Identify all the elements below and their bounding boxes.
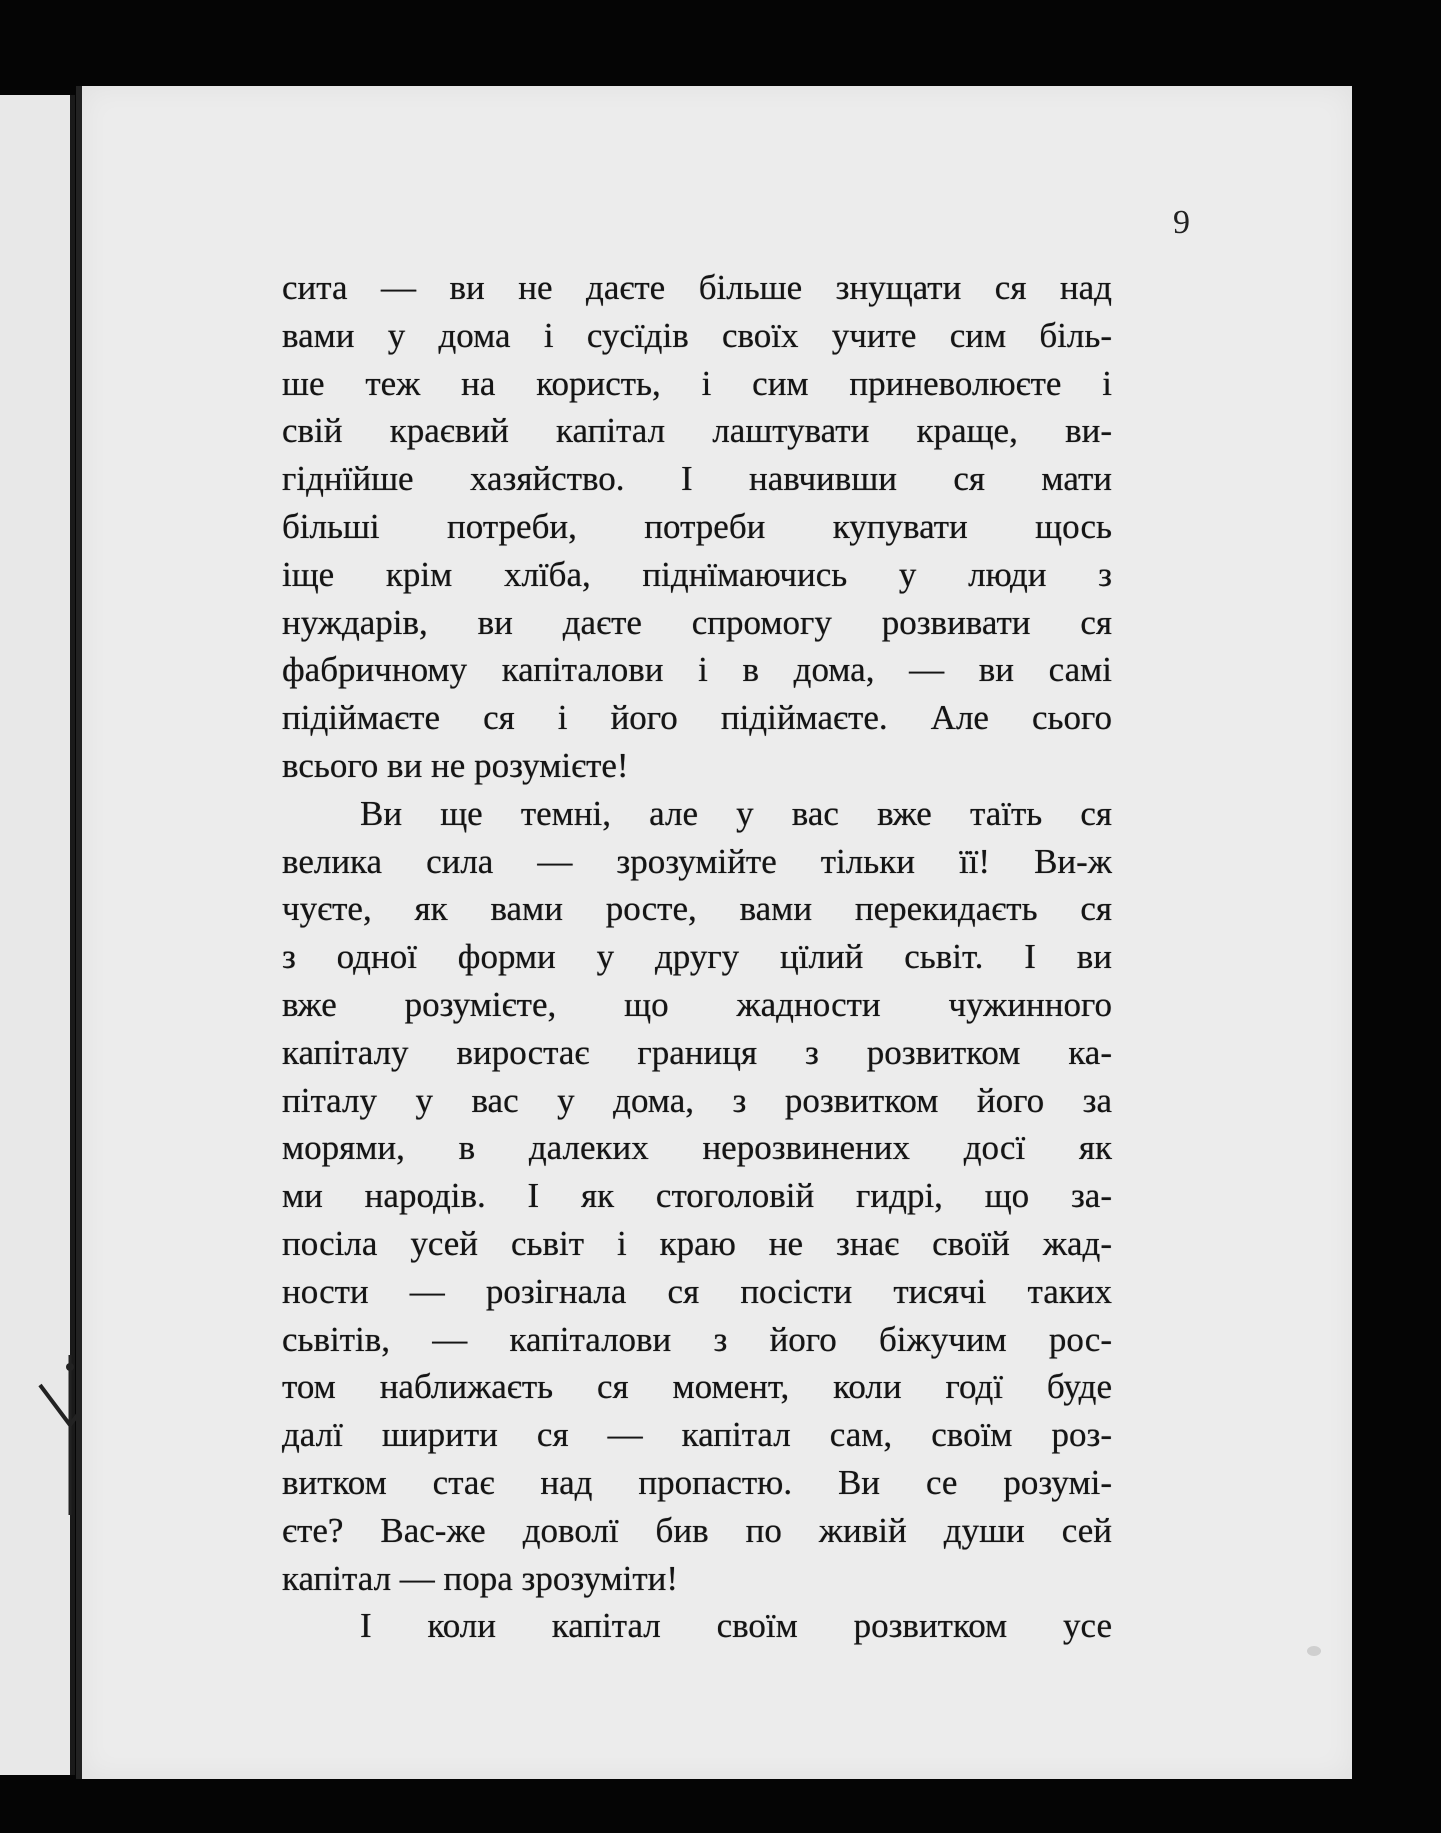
text-line: фабричному капіталови і в дома, — ви самі	[282, 650, 1112, 690]
text-line: посіла усей сьвіт і краю не знає своїй жад-	[282, 1223, 1112, 1263]
text-line: сита — ви не даєте більше знущати ся над	[282, 268, 1112, 307]
text-line: витком стає над пропастю. Ви се розумі-	[282, 1462, 1112, 1502]
page-number: 9	[1173, 204, 1190, 241]
text-line: далї ширити ся — капітал сам, своїм роз-	[282, 1415, 1112, 1455]
text-line: ше теж на користь, і сим приневолюєте і	[282, 363, 1112, 403]
text-line: І коли капітал своїм розвитком усе	[360, 1606, 1112, 1646]
text-line: іще крім хлїба, піднїмаючись у люди з	[282, 554, 1112, 594]
text-line: сьвітів, — капіталови з його біжучим рос-	[282, 1319, 1112, 1359]
text-line: чуєте, як вами росте, вами перекидаєть ся	[282, 889, 1112, 929]
text-line: вами у дома і сусїдів своїх учите сим біль-	[282, 315, 1112, 355]
text-line: том наближаєть ся момент, коли годї буде	[282, 1367, 1112, 1407]
text-line: єте? Вас-же доволї бив по живій души сей	[282, 1510, 1112, 1550]
text-line: з одної форми у другу цїлий сьвіт. І ви	[282, 937, 1112, 977]
text-line: вже розумієте, що жадности чужинного	[282, 984, 1112, 1024]
book-page	[76, 86, 1352, 1779]
text-line: всього ви не розумієте!	[282, 745, 629, 785]
text-line: морями, в далеких нерозвинених досї як	[282, 1128, 1112, 1168]
text-line: свій краєвий капітал лаштувати краще, ви-	[282, 411, 1112, 451]
text-line: Ви ще темні, але у вас вже таїть ся	[360, 793, 1112, 833]
text-line: більші потреби, потреби купувати щось	[282, 506, 1112, 546]
scan-speck	[1307, 1646, 1321, 1656]
text-line: велика сила — зрозумійте тільки її! Ви-ж	[282, 841, 1112, 881]
text-line: ми народів. І як стоголовій гидрі, що за-	[282, 1176, 1112, 1216]
previous-page-edge	[0, 95, 75, 1775]
text-line: підіймаєте ся і його підіймаєте. Але сього	[282, 698, 1112, 738]
text-line: гіднїйше хазяйство. І навчивши ся мати	[282, 459, 1112, 499]
body-text	[282, 264, 1112, 1650]
text-line: капітал — пора зрозуміти!	[282, 1558, 679, 1598]
text-line: ности — розігнала ся посісти тисячі таких	[282, 1271, 1112, 1311]
text-line: нуждарів, ви даєте спромогу розвивати ся	[282, 602, 1112, 642]
text-line: капіталу виростає границя з розвитком ка-	[282, 1032, 1112, 1072]
text-line: піталу у вас у дома, з розвитком його за	[282, 1080, 1112, 1120]
